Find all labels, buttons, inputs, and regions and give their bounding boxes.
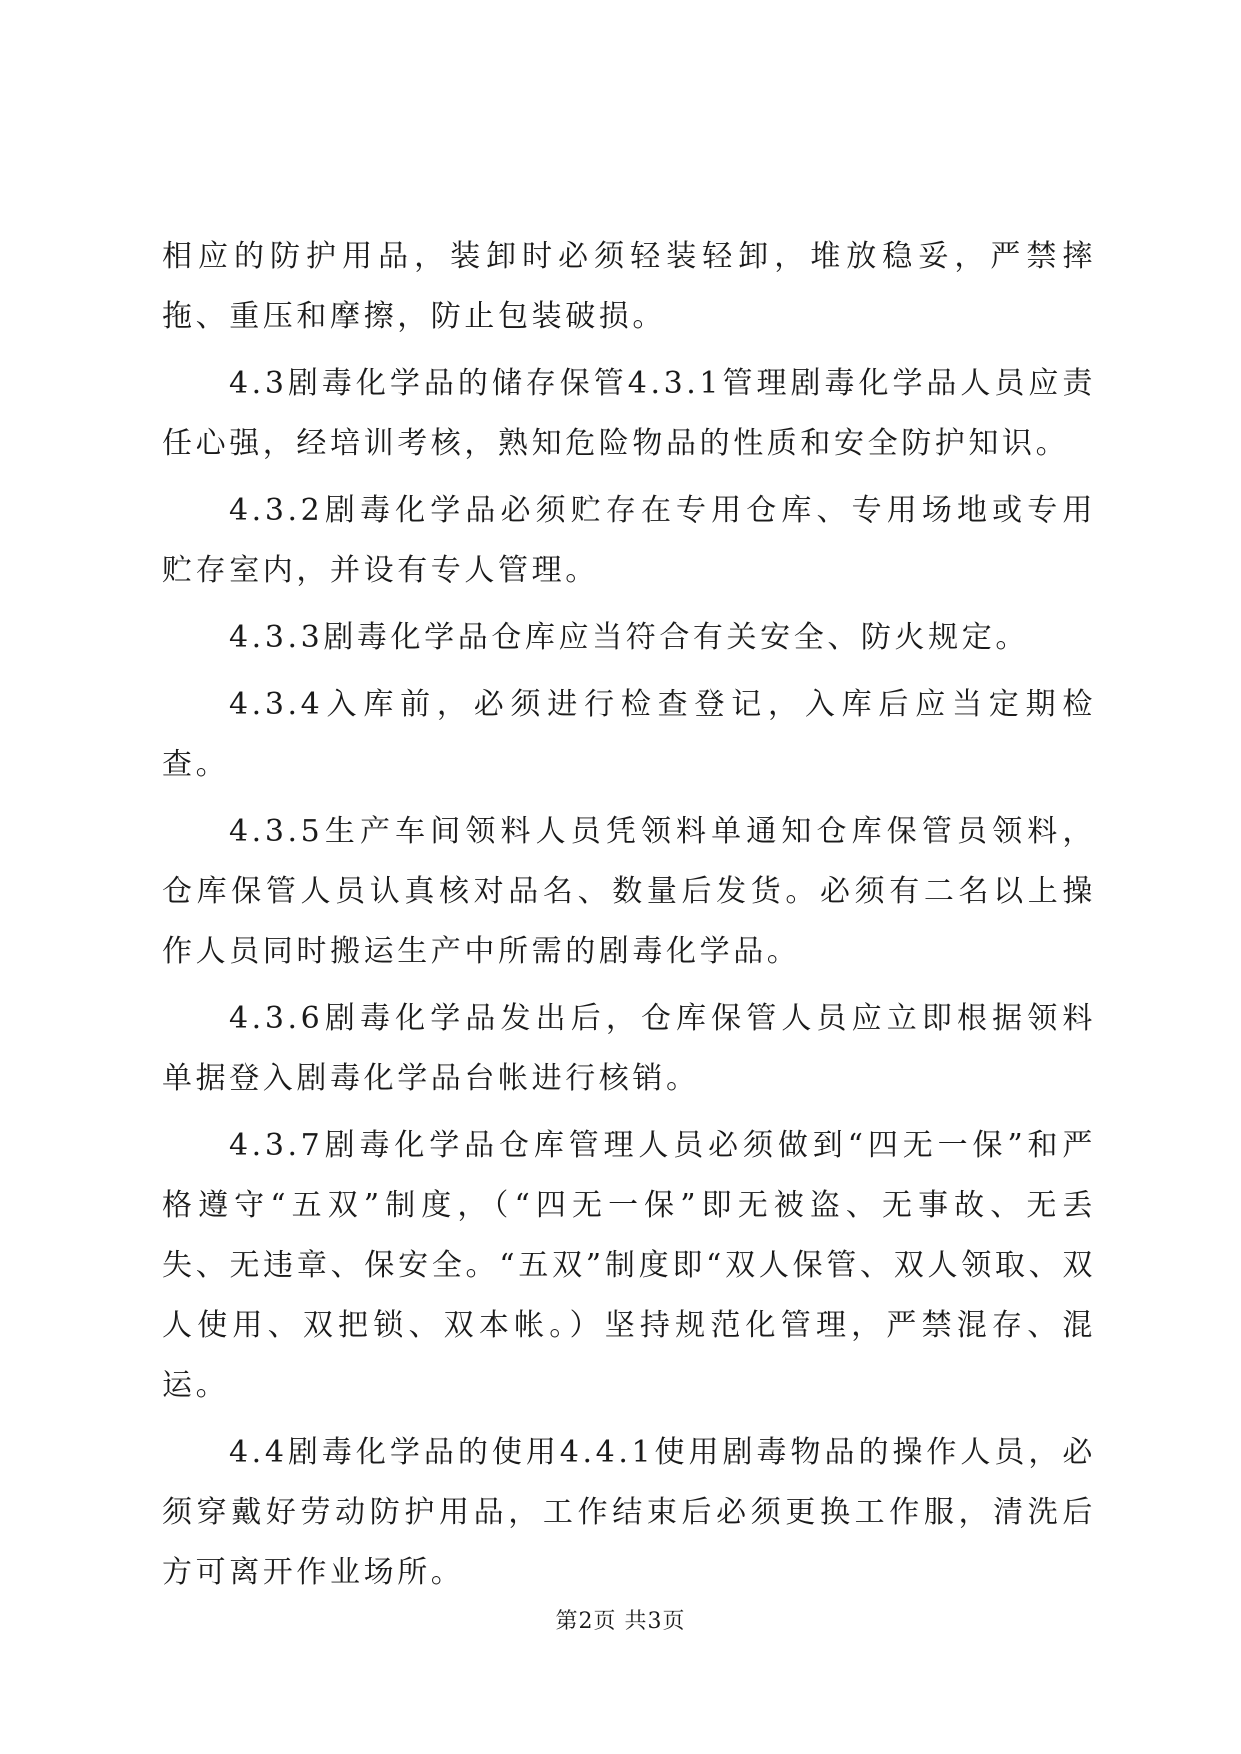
paragraph-4: 4.3.3剧毒化学品仓库应当符合有关安全、防火规定。 [229, 620, 1029, 655]
paragraph-2: 4.3剧毒化学品的储存保管4.3.1管理剧毒化学品人员应责任心强，经培训考核，熟知危险物品的性质和安全防护知识。 [162, 366, 1096, 461]
paragraph-1: 相应的防护用品，装卸时必须轻装轻卸，堆放稳妥，严禁摔拖、重压和摩擦，防止包装破损。 [162, 239, 1096, 334]
paragraph-5: 4.3.4入库前，必须进行检查登记，入库后应当定期检查。 [162, 687, 1096, 782]
paragraph-7: 4.3.6剧毒化学品发出后，仓库保管人员应立即根据领料单据登入剧毒化学品台帐进行核销。 [162, 1001, 1096, 1096]
page-number-label: 第2页 共3页 [555, 1609, 686, 1634]
page-footer [0, 1604, 1241, 1635]
paragraph-6: 4.3.5生产车间领料人员凭领料单通知仓库保管员领料，仓库保管人员认真核对品名、数量后发货。必须有二名以上操作人员同时搬运生产中所需的剧毒化学品。 [162, 814, 1096, 969]
paragraph-9: 4.4剧毒化学品的使用4.4.1使用剧毒物品的操作人员，必须穿戴好劳动防护用品，工作结束后必须更换工作服，清洗后方可离开作业场所。 [162, 1435, 1096, 1590]
paragraph-8: 4.3.7剧毒化学品仓库管理人员必须做到“四无一保”和严格遵守“五双”制度，（“四无一保”即无被盗、无事故、无丢失、无违章、保安全。“五双”制度即“双人保管、双人领取、双人使用、双把锁、双本帐。）坚持规范化管理，严禁混存、混运。 [162, 1128, 1096, 1403]
document-body [162, 227, 1096, 1610]
paragraph-3: 4.3.2剧毒化学品必须贮存在专用仓库、专用场地或专用贮存室内，并设有专人管理。 [162, 493, 1096, 588]
